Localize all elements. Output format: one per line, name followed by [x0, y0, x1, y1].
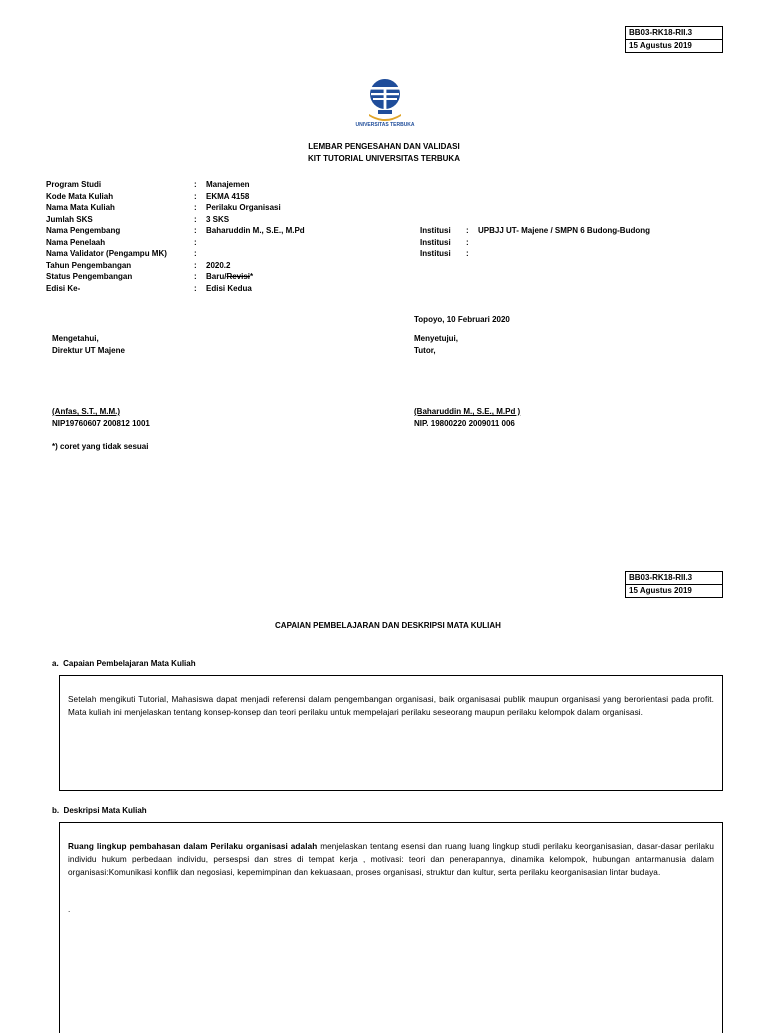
institusi-label: Institusi [420, 237, 451, 247]
info-row [46, 225, 305, 237]
colon: : [194, 272, 197, 281]
document-date: 15 Agustus 2019 [626, 39, 722, 52]
info-row [46, 260, 305, 272]
document-code-box-2 [625, 571, 723, 598]
institusi-label: Institusi [420, 249, 451, 258]
colon: : [194, 226, 197, 235]
left-sign-line-1: Mengetahui, [52, 334, 99, 343]
info-row [46, 248, 305, 260]
colon: : [194, 214, 197, 224]
capaian-text: Setelah mengikuti Tutorial, Mahasiswa dapat menjadi referensi dalam pengembangan organisasi, baik organisasai publik maupun organisasi yang berorientasi pada profit. Mata kuliah ini menjelaskan tentang konsep-konsep dan teori perilaku untuk mempelajari perilaku seseorang maupun perilaku kelompok dalam organisasi. [68, 695, 714, 717]
info-value: Baru/Revisi* [206, 272, 254, 281]
right-sign-line-2: Tutor, [414, 346, 436, 355]
left-sign-nip: NIP19760607 200812 1001 [52, 418, 150, 428]
institusi-row [420, 248, 650, 260]
signature-left-name-block [52, 406, 150, 429]
colon: : [194, 260, 197, 270]
signature-right-name-block [414, 406, 520, 429]
info-row [46, 271, 305, 283]
right-sign-nip: NIP. 19800220 2009011 006 [414, 418, 515, 428]
info-label: Edisi Ke- [46, 283, 81, 293]
document-title [0, 141, 768, 165]
deskripsi-body: menjelaskan tentang esensi dan ruang luang lingkup studi perilaku keorganisasian, dasar-dasar perilaku individu hukum perbedaan individu, persespsi dan stres di tempat kerja , motivasi: teori dan penerapannya, dinamika kelompok, hubungan antarmanusia dalam organisasi:Komunikasi konflik dan negosiasi, kepemimpinan dan kekuasaan, proses organisasi, struktur dan kultur, serta perilaku keorganisasian lintar budaya. [68, 842, 714, 877]
left-sign-name: (Anfas, S.T., M.M.) [52, 407, 120, 416]
colon: : [194, 191, 197, 201]
institusi-row [420, 237, 650, 249]
institusi-row [420, 225, 650, 237]
info-row [46, 237, 305, 249]
info-row [46, 179, 305, 191]
info-row [46, 283, 305, 295]
colon: : [194, 180, 197, 189]
university-logo [340, 76, 430, 132]
logo-caption: UNIVERSITAS TERBUKA [355, 122, 415, 128]
info-label: Program Studi [46, 180, 102, 189]
deskripsi-text [68, 840, 714, 879]
info-value: Perilaku Organisasi [206, 203, 281, 212]
colon: : [194, 203, 197, 212]
institusi-label: Institusi [420, 226, 451, 235]
document-date: 15 Agustus 2019 [626, 584, 722, 597]
place-date: Topoyo, 10 Februari 2020 [414, 315, 510, 324]
deskripsi-box [59, 822, 723, 1033]
info-value: 3 SKS [206, 214, 230, 224]
university-logo-icon [340, 76, 430, 124]
colon: : [194, 237, 197, 247]
info-value: EKMA 4158 [206, 191, 250, 201]
colon: : [466, 249, 469, 258]
title-line-2: KIT TUTORIAL UNIVERSITAS TERBUKA [307, 154, 460, 163]
info-label: Tahun Pengembangan [46, 260, 132, 270]
info-label: Nama Mata Kuliah [46, 203, 115, 212]
deskripsi-dot: . [68, 905, 71, 914]
deskripsi-bold-lead: Ruang lingkup pembahasan dalam Perilaku organisasi adalah [68, 842, 318, 851]
title-line-1: LEMBAR PENGESAHAN DAN VALIDASI [308, 142, 460, 151]
document-code: BB03-RK18-RII.3 [629, 573, 693, 582]
info-label: Kode Mata Kuliah [46, 191, 114, 201]
colon: : [194, 249, 197, 258]
institusi-value: UPBJJ UT- Majene / SMPN 6 Budong-Budong [478, 226, 651, 235]
info-label: Jumlah SKS [46, 214, 93, 224]
info-value: Edisi Kedua [206, 283, 252, 293]
colon: : [466, 226, 469, 235]
capaian-box [59, 675, 723, 791]
footnote: *) coret yang tidak sesuai [52, 442, 149, 451]
struck-value: Revisi [226, 272, 251, 281]
institusi-table [420, 225, 650, 260]
info-value: Baharuddin M., S.E., M.Pd [206, 226, 305, 235]
section-title: CAPAIAN PEMBELAJARAN DAN DESKRIPSI MATA KULIAH [275, 621, 501, 630]
signature-right [414, 333, 458, 357]
info-value: Manajemen [206, 180, 250, 189]
right-sign-line-1: Menyetujui, [414, 334, 459, 343]
signature-left [52, 333, 125, 357]
deskripsi-heading: b. Deskripsi Mata Kuliah [52, 806, 147, 815]
colon: : [466, 237, 469, 247]
document-code: BB03-RK18-RII.3 [629, 28, 693, 37]
info-row [46, 202, 305, 214]
left-sign-line-2: Direktur UT Majene [52, 346, 125, 355]
colon: : [194, 283, 197, 293]
info-label: Status Pengembangan [46, 272, 133, 281]
info-row [46, 191, 305, 203]
info-value: 2020.2 [206, 260, 231, 270]
info-label: Nama Validator (Pengampu MK) [46, 249, 167, 258]
info-label: Nama Pengembang [46, 226, 121, 235]
info-row [46, 214, 305, 226]
right-sign-name: (Baharuddin M., S.E., M.Pd ) [414, 407, 521, 416]
document-code-box [625, 26, 723, 53]
course-info-table [46, 179, 305, 294]
capaian-heading: a. Capaian Pembelajaran Mata Kuliah [52, 659, 196, 668]
info-label: Nama Penelaah [46, 237, 106, 247]
